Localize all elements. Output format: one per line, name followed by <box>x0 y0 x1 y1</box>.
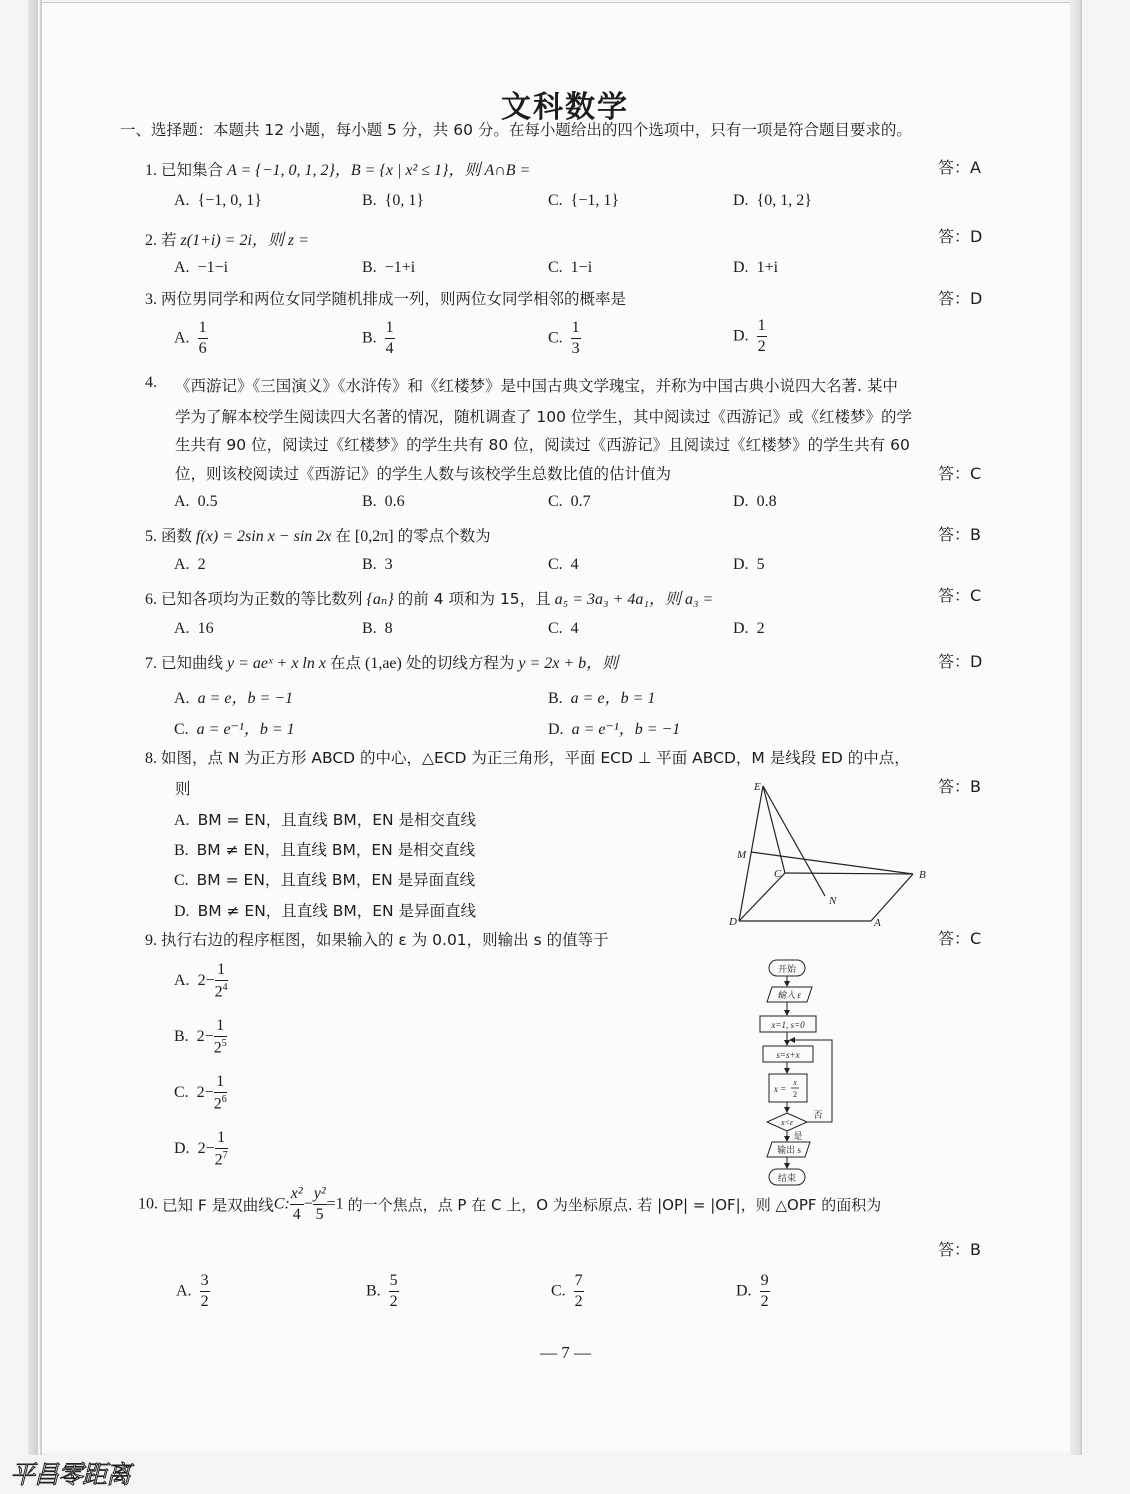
option-label: D. <box>733 192 749 209</box>
point-label-B: B <box>919 869 926 881</box>
edge-EC <box>763 786 785 873</box>
denominator: 4 <box>385 340 394 357</box>
base: 2 <box>213 1039 222 1057</box>
question-number: 9. <box>145 932 157 949</box>
question-math: z(1+i) = 2i，则 z = <box>180 232 309 249</box>
option-c <box>548 192 619 210</box>
denominator: 2 <box>574 1293 583 1310</box>
question-math: y = aeˣ + x ln x <box>227 655 326 672</box>
question-number: 6. <box>145 591 157 608</box>
option-d <box>733 556 765 574</box>
question-8 <box>145 746 910 768</box>
flow-halve-num: x <box>793 1078 797 1087</box>
option-label: C. <box>174 872 189 889</box>
denominator: 2 <box>760 1293 769 1310</box>
question-4-line: 生共有 90 位，阅读过《红楼梦》的学生共有 80 位，阅读过《西游记》且阅读过《红楼梦》的学生共有 60 <box>175 436 910 454</box>
option-text: 16 <box>197 620 214 637</box>
option-a <box>174 192 262 210</box>
answer-value: B <box>970 1240 981 1259</box>
option-a <box>174 259 228 277</box>
question-number: 2. <box>145 232 157 249</box>
numerator: 1 <box>215 1130 228 1149</box>
question-2 <box>145 227 309 250</box>
option-label: A. <box>174 259 190 276</box>
option-d <box>733 318 767 355</box>
point-label-E: E <box>754 781 761 793</box>
option-label: B. <box>366 1282 381 1300</box>
option-b <box>174 838 475 860</box>
fraction <box>571 320 581 357</box>
numerator: 5 <box>389 1273 399 1292</box>
question-4-number: 4. <box>145 374 157 391</box>
answer-8 <box>938 774 981 797</box>
question-math: y = 2x + b，则 <box>518 655 619 672</box>
edge-CB <box>785 873 913 874</box>
question-stem: 的前 4 项和为 15，且 <box>397 590 551 608</box>
flow-end-label: 结束 <box>777 1173 797 1183</box>
option-c <box>174 716 295 739</box>
question-number: 10. <box>138 1195 158 1213</box>
option-text: {0, 1} <box>384 192 425 209</box>
option-c <box>548 493 591 511</box>
option-text: 1−i <box>570 259 593 276</box>
answer-prefix: 答： <box>938 158 971 177</box>
answer-10 <box>938 1237 981 1260</box>
question-7 <box>145 650 618 673</box>
denominator <box>215 1149 228 1168</box>
answer-value: A <box>970 158 981 177</box>
answer-value: D <box>970 289 983 308</box>
answer-value: C <box>970 464 982 483</box>
option-label: C. <box>548 556 563 573</box>
question-number: 5. <box>145 528 157 545</box>
flow-yes-label: 是 <box>793 1131 803 1141</box>
fraction <box>214 1018 227 1056</box>
question-stem: 已知 F 是双曲线 <box>162 1196 274 1215</box>
fraction <box>757 318 767 355</box>
option-label: C. <box>548 192 563 209</box>
option-text: 0.5 <box>197 493 218 510</box>
option-d <box>174 1130 228 1168</box>
option-c <box>548 556 579 574</box>
option-text: −1+i <box>384 259 416 276</box>
flow-output-label: 输出 s <box>777 1145 801 1155</box>
option-d <box>733 493 777 511</box>
answer-prefix: 答： <box>938 1240 971 1259</box>
answer-3 <box>938 286 982 309</box>
page-top-edge <box>40 2 1080 3</box>
question-number: 3. <box>145 291 157 308</box>
answer-2 <box>938 224 982 247</box>
watermark-logo: 平昌零距离 <box>10 1460 131 1489</box>
option-text: 2 <box>197 556 206 573</box>
question-math: (1,ae) <box>365 655 402 672</box>
exponent: 5 <box>221 1038 227 1049</box>
answer-prefix: 答： <box>938 227 971 246</box>
numerator: x² <box>290 1186 304 1205</box>
option-d <box>174 899 476 921</box>
option-label: A. <box>174 812 190 829</box>
option-label: B. <box>362 329 377 347</box>
denominator: 2 <box>200 1293 209 1310</box>
point-label-M: M <box>737 849 747 861</box>
numerator: 1 <box>215 962 228 981</box>
numerator: 1 <box>214 1018 227 1037</box>
answer-prefix: 答： <box>938 289 971 308</box>
option-text: a = e，b = −1 <box>197 690 294 707</box>
fraction <box>389 1273 399 1310</box>
question-stem: 若 <box>161 231 177 249</box>
option-label: C. <box>174 721 189 738</box>
option-a <box>174 556 206 574</box>
question-4-line: 学为了解本校学生阅读四大名著的情况，随机调查了 100 位学生，其中阅读过《西游记》或《红楼梦》的学 <box>175 408 912 426</box>
option-whole: 2− <box>196 1084 214 1102</box>
question-number: 8. <box>145 750 157 767</box>
option-c <box>548 259 592 277</box>
edge-EN <box>763 786 825 896</box>
option-text: 1+i <box>756 259 779 276</box>
flow-condition-label: x<ε <box>780 1118 794 1127</box>
question-stem: 已知集合 <box>161 161 224 179</box>
question-10 <box>138 1186 881 1223</box>
question-stem: 两位男同学和两位女同学随机排成一列，则两位女同学相邻的概率是 <box>161 290 627 308</box>
question-stem: 的零点个数为 <box>397 527 491 545</box>
answer-7 <box>938 649 982 672</box>
option-a <box>174 962 228 1000</box>
question-math: f(x) = 2sin x − sin 2x <box>196 528 332 545</box>
option-text: BM = EN，且直线 BM，EN 是相交直线 <box>197 811 477 829</box>
option-label: D. <box>733 556 749 573</box>
geometry-figure <box>725 778 925 930</box>
option-c <box>174 868 475 890</box>
numerator: y² <box>313 1186 327 1205</box>
section-header: 一、选择题：本题共 12 小题，每小题 5 分，共 60 分。在每小题给出的四个选项中，只有一项是符合题目要求的。 <box>120 121 912 139</box>
option-label: A. <box>174 493 190 510</box>
option-a <box>174 320 208 357</box>
answer-value: D <box>970 227 983 246</box>
option-label: C. <box>551 1282 566 1300</box>
option-label: B. <box>362 556 377 573</box>
base: 2 <box>214 983 223 1001</box>
question-stem: 处的切线方程为 <box>405 654 515 672</box>
denominator <box>214 1093 227 1112</box>
option-label: C. <box>548 329 563 347</box>
point-label-C: C <box>774 868 782 880</box>
denominator: 4 <box>292 1206 301 1223</box>
flow-no-label: 否 <box>813 1110 823 1120</box>
option-b <box>362 259 415 277</box>
option-label: A. <box>174 556 190 573</box>
option-c <box>174 1074 227 1112</box>
option-label: B. <box>362 259 377 276</box>
answer-4 <box>938 461 981 484</box>
question-5 <box>145 524 491 546</box>
option-label: D. <box>174 1140 190 1158</box>
option-label: B. <box>548 690 563 707</box>
denominator: 5 <box>315 1206 324 1223</box>
question-6 <box>145 586 713 609</box>
option-label: C. <box>174 1084 189 1102</box>
option-text: 4 <box>570 620 579 637</box>
fraction <box>215 962 228 1000</box>
option-text: BM ≠ EN，且直线 BM，EN 是异面直线 <box>197 902 477 920</box>
numerator: 7 <box>574 1273 584 1292</box>
option-text: a = e，b = 1 <box>570 690 656 707</box>
denominator: 3 <box>571 340 580 357</box>
question-8-line: 则 <box>175 780 191 798</box>
fraction <box>214 1074 227 1112</box>
page-title: 文科数学 <box>501 90 629 125</box>
option-label: C. <box>548 259 563 276</box>
minus-sign: − <box>303 1195 313 1213</box>
flow-init-label: x=1, s=0 <box>771 1020 805 1030</box>
option-label: D. <box>733 620 749 637</box>
question-stem: 在点 <box>329 654 361 672</box>
option-text: 8 <box>384 620 393 637</box>
fraction <box>574 1273 584 1310</box>
question-stem: 在 <box>335 527 351 545</box>
equals: =1 <box>326 1195 344 1213</box>
answer-9 <box>938 926 981 949</box>
option-b <box>362 620 393 638</box>
answer-6 <box>938 583 981 606</box>
fraction <box>198 320 208 357</box>
numerator: 1 <box>757 318 767 337</box>
option-label: B. <box>362 192 377 209</box>
option-label: A. <box>176 1282 192 1300</box>
question-4-line: 位，则该校阅读过《西游记》的学生人数与该校学生总数比值的估计值为 <box>175 465 672 483</box>
base: 2 <box>213 1095 222 1113</box>
option-b <box>548 685 655 708</box>
fraction <box>200 1273 210 1310</box>
option-label: B. <box>362 620 377 637</box>
option-d <box>733 259 778 277</box>
flow-input-label: 输入 ε <box>777 990 801 1000</box>
question-math: [0,2π] <box>354 528 394 545</box>
option-label: A. <box>174 620 190 637</box>
answer-value: C <box>970 586 982 605</box>
option-whole: 2− <box>197 972 215 990</box>
option-c <box>548 320 581 357</box>
option-text: a = e⁻¹，b = 1 <box>196 721 295 738</box>
question-stem: 函数 <box>161 527 193 545</box>
option-label: D. <box>548 721 564 738</box>
question-math: C: <box>273 1195 290 1213</box>
option-text: 2 <box>756 620 765 637</box>
edge-AB <box>871 874 913 921</box>
option-label: A. <box>174 329 190 347</box>
question-stem: 执行右边的程序框图，如果输入的 ε 为 0.01，则输出 s 的值等于 <box>161 931 609 949</box>
answer-value: C <box>970 929 982 948</box>
option-label: A. <box>174 972 190 990</box>
question-stem: 已知曲线 <box>161 654 224 672</box>
option-a <box>176 1273 210 1310</box>
option-text: {−1, 0, 1} <box>197 192 262 209</box>
flow-start-label: 开始 <box>777 964 797 974</box>
question-9 <box>145 928 609 950</box>
option-label: D. <box>733 327 749 345</box>
question-number: 1. <box>145 162 157 179</box>
question-stem: 的一个焦点，点 P 在 C 上，O 为坐标原点. 若 |OP| = |OF|，则 △OPF 的面积为 <box>347 1196 882 1214</box>
answer-5 <box>938 522 981 545</box>
page-edge-left <box>28 0 38 1455</box>
option-whole: 2− <box>197 1140 215 1158</box>
option-text: 0.8 <box>756 493 777 510</box>
answer-value: D <box>970 652 983 671</box>
option-d <box>733 620 765 638</box>
page-number: — 7 — <box>540 1343 591 1362</box>
answer-prefix: 答： <box>938 652 971 671</box>
flow-halve-den: 2 <box>793 1090 797 1099</box>
fraction <box>313 1186 327 1223</box>
point-label-A: A <box>874 917 881 929</box>
option-text: 0.6 <box>384 493 405 510</box>
question-4-line: 《西游记》《三国演义》《水浒传》和《红楼梦》是中国古典文学瑰宝，并称为中国古典小说四大名著. 某中 <box>175 377 898 395</box>
option-b <box>362 192 424 210</box>
exponent: 6 <box>221 1094 227 1105</box>
flow-halve-lhs: x = <box>773 1084 787 1094</box>
option-b <box>362 320 395 357</box>
question-stem: 已知各项均为正数的等比数列 <box>161 590 363 608</box>
option-b <box>366 1273 399 1310</box>
question-number: 7. <box>145 655 157 672</box>
numerator: 1 <box>198 320 208 339</box>
numerator: 1 <box>571 320 581 339</box>
option-c <box>548 620 579 638</box>
option-a <box>174 685 293 708</box>
denominator: 2 <box>757 338 766 355</box>
option-label: C. <box>548 493 563 510</box>
option-text: {0, 1, 2} <box>756 192 812 209</box>
option-text: 0.7 <box>570 493 591 510</box>
option-a <box>174 620 214 638</box>
option-text: BM = EN，且直线 BM，EN 是异面直线 <box>196 871 476 889</box>
answer-value: B <box>970 525 981 544</box>
option-label: D. <box>733 259 749 276</box>
option-label: A. <box>174 192 190 209</box>
question-math: a₅ = 3a₃ + 4a₁，则 a₃ = <box>554 591 714 608</box>
question-math: {aₙ} <box>366 591 394 608</box>
answer-prefix: 答： <box>938 464 971 483</box>
question-3 <box>145 287 626 309</box>
answer-value: B <box>970 777 981 796</box>
option-d <box>548 716 680 739</box>
exponent: 7 <box>222 1150 228 1161</box>
option-a <box>174 808 476 830</box>
flow-sum-label: s=s+x <box>776 1050 800 1060</box>
option-b <box>362 493 405 511</box>
denominator: 2 <box>389 1293 398 1310</box>
fraction <box>215 1130 228 1168</box>
option-text: 3 <box>384 556 393 573</box>
question-stem: 如图，点 N 为正方形 ABCD 的中心，△ECD 为正三角形，平面 ECD ⊥ 平面 ABCD，M 是线段 ED 的中点， <box>161 749 910 767</box>
numerator: 3 <box>200 1273 210 1292</box>
question-math: A = {−1, 0, 1, 2}，B = {x | x² ≤ 1}，则 A∩B = <box>227 162 531 179</box>
option-whole: 2− <box>196 1028 214 1046</box>
answer-prefix: 答： <box>938 586 971 605</box>
exponent: 4 <box>222 982 228 993</box>
point-label-D: D <box>729 916 737 928</box>
option-label: C. <box>548 620 563 637</box>
denominator: 6 <box>198 340 207 357</box>
option-label: B. <box>174 1028 189 1046</box>
option-label: B. <box>362 493 377 510</box>
option-label: D. <box>174 903 190 920</box>
numerator: 1 <box>385 320 395 339</box>
option-text: 4 <box>570 556 579 573</box>
option-text: a = e⁻¹，b = −1 <box>571 721 681 738</box>
option-label: D. <box>733 493 749 510</box>
fraction <box>385 320 395 357</box>
option-d <box>733 192 812 210</box>
option-text: {−1, 1} <box>570 192 620 209</box>
denominator <box>215 981 228 1000</box>
option-text: −1−i <box>197 259 229 276</box>
option-c <box>551 1273 584 1310</box>
option-b <box>362 556 393 574</box>
question-1 <box>145 157 530 180</box>
option-text: 5 <box>756 556 765 573</box>
answer-prefix: 答： <box>938 929 971 948</box>
option-a <box>174 493 218 511</box>
base: 2 <box>214 1151 223 1169</box>
page-edge-right <box>1070 0 1080 1455</box>
fraction <box>760 1273 770 1310</box>
denominator <box>214 1037 227 1056</box>
fraction <box>290 1186 304 1223</box>
flowchart <box>750 956 850 1190</box>
option-label: B. <box>174 842 189 859</box>
answer-prefix: 答： <box>938 525 971 544</box>
option-d <box>736 1273 770 1310</box>
point-label-N: N <box>829 895 837 907</box>
numerator: 1 <box>214 1074 227 1093</box>
option-label: A. <box>174 690 190 707</box>
option-b <box>174 1018 227 1056</box>
answer-prefix: 答： <box>938 777 971 796</box>
option-label: D. <box>736 1282 752 1300</box>
numerator: 9 <box>760 1273 770 1292</box>
option-text: BM ≠ EN，且直线 BM，EN 是相交直线 <box>196 841 476 859</box>
answer-1 <box>938 155 981 178</box>
